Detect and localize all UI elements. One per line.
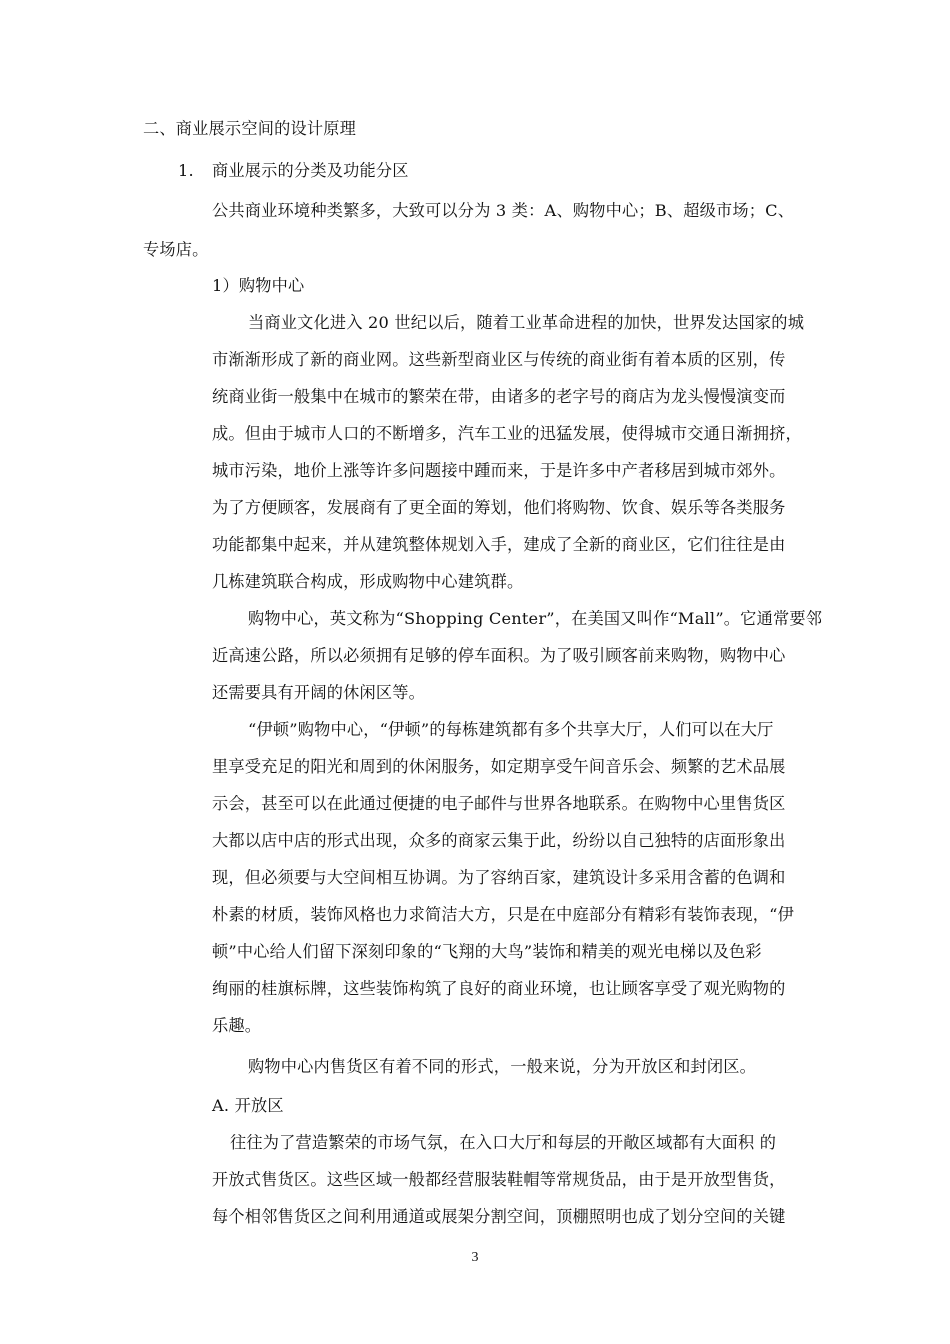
paragraph-line: 朴素的材质，装饰风格也力求简洁大方，只是在中庭部分有精彩有装饰表现，“伊 (212, 905, 795, 924)
subheading-title: 商业展示的分类及功能分区 (212, 161, 409, 180)
paragraph-line: 成。但由于城市人口的不断增多，汽车工业的迅猛发展，使得城市交通日渐拥挤， (212, 424, 802, 443)
paragraph-line: 乐趣。 (212, 1016, 262, 1035)
paragraph-line: 当商业文化进入 20 世纪以后，随着工业革命进程的加快，世界发达国家的城 (248, 313, 805, 332)
intro-line-1: 公共商业环境种类繁多，大致可以分为 3 类：A、购物中心；B、超级市场；C、 (212, 201, 795, 220)
paragraph-line: 购物中心，英文称为“Shopping Center”，在美国又叫作“Mall”。它通常要邻 (248, 609, 823, 628)
paragraph-line: 近高速公路，所以必须拥有足够的停车面积。为了吸引顾客前来购物，购物中心 (212, 646, 786, 665)
paragraph-line: 统商业街一般集中在城市的繁荣在带，由诸多的老字号的商店为龙头慢慢演变而 (212, 387, 786, 406)
paragraph-line: 示会，甚至可以在此通过便捷的电子邮件与世界各地联系。在购物中心里售货区 (212, 794, 786, 813)
paragraph-line: 每个相邻售货区之间利用通道或展架分割空间，顶棚照明也成了划分空间的关键 (212, 1207, 786, 1226)
paragraph-line: 绚丽的桂旗标牌，这些装饰构筑了良好的商业环境，也让顾客享受了观光购物的 (212, 979, 786, 998)
sub-heading-shopping-center: 1）购物中心 (212, 276, 305, 295)
paragraph-line: 顿”中心给人们留下深刻印象的“飞翔的大鸟”装饰和精美的观光电梯以及色彩 (212, 942, 762, 961)
paragraph-line: 还需要具有开阔的休闲区等。 (212, 683, 426, 702)
paragraph-line: 往往为了营造繁荣的市场气氛，在入口大厅和每层的开敞区域都有大面积 的 (230, 1133, 777, 1152)
paragraph-line: 开放式售货区。这些区域一般都经营服装鞋帽等常规货品，由于是开放型售货， (212, 1170, 786, 1189)
paragraph-line: 为了方便顾客，发展商有了更全面的筹划，他们将购物、饮食、娱乐等各类服务 (212, 498, 786, 517)
paragraph-line: 几栋建筑联合构成，形成购物中心建筑群。 (212, 572, 524, 591)
sub-heading-open-area: A. 开放区 (212, 1096, 284, 1115)
paragraph-line: “伊顿”购物中心，“伊顿”的每栋建筑都有多个共享大厅，人们可以在大厅 (248, 720, 774, 739)
paragraph-line: 现，但必须要与大空间相互协调。为了容纳百家，建筑设计多采用含蓄的色调和 (212, 868, 786, 887)
section-heading: 二、商业展示空间的设计原理 (143, 119, 357, 138)
page-number: 3 (471, 1250, 479, 1265)
paragraph-line: 里享受充足的阳光和周到的休闲服务，如定期享受午间音乐会、频繁的艺术品展 (212, 757, 786, 776)
subheading-number: 1. (178, 161, 194, 180)
paragraph-line: 大都以店中店的形式出现，众多的商家云集于此，纷纷以自己独特的店面形象出 (212, 831, 786, 850)
paragraph-line: 功能都集中起来，并从建筑整体规划入手，建成了全新的商业区，它们往往是由 (212, 535, 786, 554)
paragraph-line: 购物中心内售货区有着不同的形式，一般来说，分为开放区和封闭区。 (248, 1057, 757, 1076)
paragraph-line: 城市污染，地价上涨等许多问题接中踵而来，于是许多中产者移居到城市郊外。 (212, 461, 786, 480)
paragraph-line: 市渐渐形成了新的商业网。这些新型商业区与传统的商业街有着本质的区别，传 (212, 350, 786, 369)
intro-line-2: 专场店。 (143, 240, 209, 259)
